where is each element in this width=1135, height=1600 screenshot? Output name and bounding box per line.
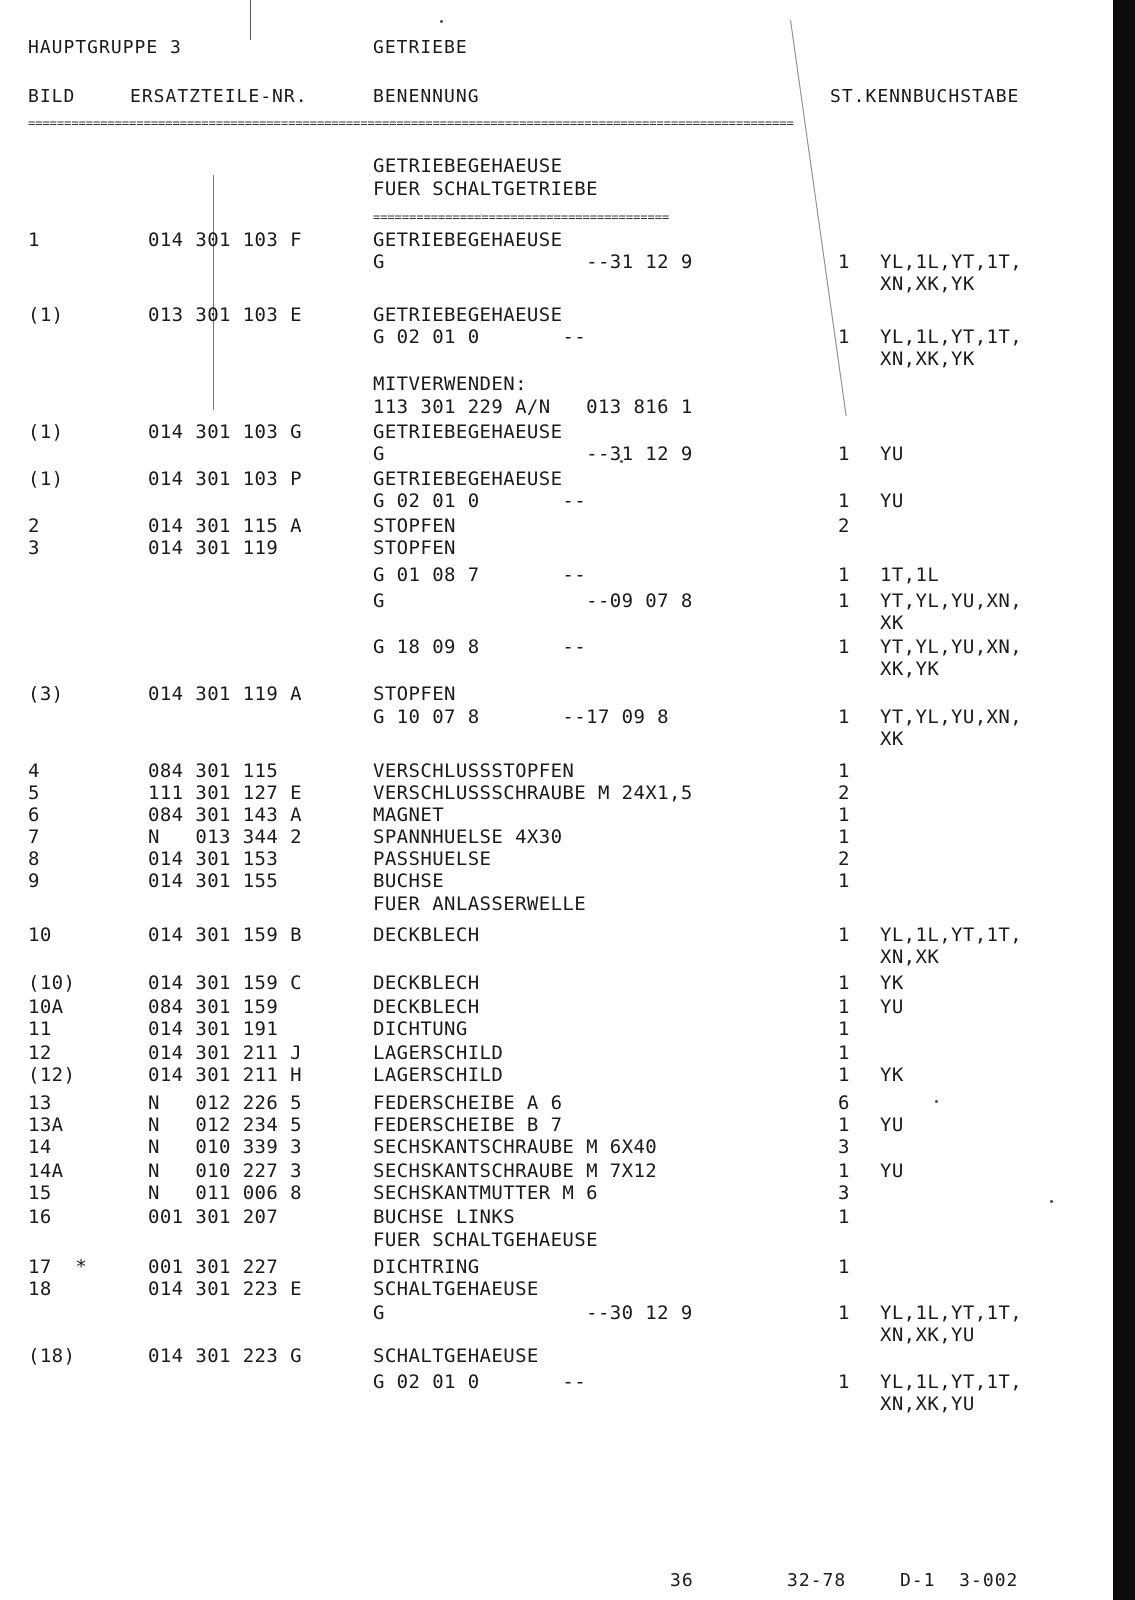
row-figure-number: 6 [28,804,40,826]
scan-speck [440,20,443,23]
row-description: SPANNHUELSE 4X30 [373,826,563,848]
row-description: LAGERSCHILD [373,1064,504,1086]
column-header-bild: BILD [28,86,76,107]
row-model-codes: YL,1L,YT,1T, [880,924,1023,946]
row-figure-number: 16 [28,1206,52,1228]
scan-scratch-line [250,0,251,40]
scan-speck [935,1100,938,1103]
group-name: GETRIEBE [373,37,468,58]
row-part-number: 014 301 103 G [148,421,302,443]
row-quantity: 3 [838,1182,850,1204]
row-figure-number: 13 [28,1092,52,1114]
row-figure-number: (10) [28,972,76,994]
row-quantity: 6 [838,1092,850,1114]
row-figure-number: 14 [28,1136,52,1158]
row-description: STOPFEN [373,515,456,537]
row-quantity: 1 [838,443,850,465]
date-code: 32-78 [787,1570,847,1591]
row-figure-number: 12 [28,1042,52,1064]
row-description: STOPFEN [373,537,456,559]
row-description: FEDERSCHEIBE A 6 [373,1092,563,1114]
row-description: MAGNET [373,804,445,826]
row-description: SECHSKANTSCHRAUBE M 6X40 [373,1136,658,1158]
row-quantity: 1 [838,1206,850,1228]
row-description: DICHTRING [373,1256,480,1278]
row-description: G --31 12 9 [373,251,693,273]
row-part-number: 014 301 153 [148,848,279,870]
row-figure-number: 2 [28,515,40,537]
row-part-number: 084 301 115 [148,760,279,782]
row-description: G 01 08 7 -- [373,564,587,586]
row-quantity: 1 [838,706,850,728]
row-figure-number: 18 [28,1278,52,1300]
row-part-number: 014 301 103 P [148,468,302,490]
row-model-codes: YU [880,443,904,465]
scan-speck [1050,1200,1053,1203]
row-quantity: 1 [838,1256,850,1278]
row-part-number: N 012 234 5 [148,1114,302,1136]
row-figure-number: 4 [28,760,40,782]
row-figure-number: 3 [28,537,40,559]
row-figure-number: (1) [28,421,64,443]
row-part-number: N 013 344 2 [148,826,302,848]
row-description: G 10 07 8 --17 09 8 [373,706,669,728]
row-description: SECHSKANTSCHRAUBE M 7X12 [373,1160,658,1182]
row-model-codes: XN,XK,YU [880,1393,975,1415]
row-description: GETRIEBEGEHAEUSE [373,468,563,490]
row-figure-number: 11 [28,1018,52,1040]
row-description: BUCHSE LINKS [373,1206,516,1228]
row-part-number: 084 301 143 A [148,804,302,826]
row-quantity: 1 [838,590,850,612]
row-figure-number: 15 [28,1182,52,1204]
row-quantity: 1 [838,564,850,586]
row-description: MITVERWENDEN: [373,373,527,395]
row-quantity: 1 [838,1371,850,1393]
row-model-codes: YU [880,490,904,512]
row-model-codes: XN,XK,YU [880,1324,975,1346]
section-title: GETRIEBEGEHAEUSE [373,155,563,177]
row-figure-number: 7 [28,826,40,848]
row-figure-number: 8 [28,848,40,870]
row-quantity: 1 [838,996,850,1018]
column-header-desc: BENENNUNG [373,86,480,107]
row-model-codes: YU [880,1160,904,1182]
row-quantity: 1 [838,1064,850,1086]
row-part-number: 001 301 207 [148,1206,279,1228]
row-quantity: 1 [838,972,850,994]
row-part-number: 014 301 103 F [148,229,302,251]
row-quantity: 2 [838,515,850,537]
column-header-qty: ST.KENNBUCHSTABE [830,86,1020,107]
row-quantity: 1 [838,1160,850,1182]
row-figure-number: 17 * [28,1256,88,1278]
row-part-number: 014 301 119 [148,537,279,559]
row-quantity: 1 [838,924,850,946]
row-description: STOPFEN [373,683,456,705]
row-model-codes: YT,YL,YU,XN, [880,636,1023,658]
row-model-codes: YT,YL,YU,XN, [880,706,1023,728]
row-model-codes: YL,1L,YT,1T, [880,1371,1023,1393]
header-rule: ========================================================================================================== [28,116,794,130]
section-subtitle: FUER SCHALTGETRIEBE [373,178,598,200]
row-part-number: 014 301 211 J [148,1042,302,1064]
row-model-codes: XN,XK,YK [880,273,975,295]
row-quantity: 1 [838,760,850,782]
row-quantity: 1 [838,326,850,348]
row-quantity: 1 [838,636,850,658]
row-model-codes: XK [880,728,904,750]
row-quantity: 1 [838,826,850,848]
row-part-number: 014 301 119 A [148,683,302,705]
row-quantity: 3 [838,1136,850,1158]
row-figure-number: 5 [28,782,40,804]
row-description: SECHSKANTMUTTER M 6 [373,1182,598,1204]
row-quantity: 1 [838,804,850,826]
row-description: G 02 01 0 -- [373,490,587,512]
row-description: SCHALTGEHAEUSE [373,1345,539,1367]
row-part-number: 013 301 103 E [148,304,302,326]
row-description: VERSCHLUSSSTOPFEN [373,760,575,782]
row-part-number: N 011 006 8 [148,1182,302,1204]
row-model-codes: XK,YK [880,658,940,680]
row-quantity: 1 [838,1114,850,1136]
row-quantity: 1 [838,870,850,892]
row-part-number: 111 301 127 E [148,782,302,804]
row-model-codes: YU [880,1114,904,1136]
row-model-codes: XN,XK,YK [880,348,975,370]
row-description: BUCHSE [373,870,445,892]
row-quantity: 1 [838,251,850,273]
row-description: FEDERSCHEIBE B 7 [373,1114,563,1136]
row-part-number: 014 301 159 C [148,972,302,994]
section-rule: ========================================= [373,210,670,224]
row-description: GETRIEBEGEHAEUSE [373,229,563,251]
row-quantity: 1 [838,1042,850,1064]
row-description: G --09 07 8 [373,590,693,612]
row-part-number: 014 301 191 [148,1018,279,1040]
row-part-number: 014 301 211 H [148,1064,302,1086]
row-description: G --31 12 9 [373,443,693,465]
row-description: G 02 01 0 -- [373,326,587,348]
row-figure-number: (18) [28,1345,76,1367]
row-part-number: N 012 226 5 [148,1092,302,1114]
row-figure-number: 1 [28,229,40,251]
row-description: SCHALTGEHAEUSE [373,1278,539,1300]
row-figure-number: (3) [28,683,64,705]
row-quantity: 2 [838,848,850,870]
row-part-number: 014 301 159 B [148,924,302,946]
row-part-number: 014 301 155 [148,870,279,892]
page-number: 36 [670,1570,694,1591]
row-figure-number: 13A [28,1114,64,1136]
row-figure-number: (1) [28,304,64,326]
row-model-codes: YT,YL,YU,XN, [880,590,1023,612]
row-quantity: 1 [838,490,850,512]
row-description: DECKBLECH [373,924,480,946]
row-description: VERSCHLUSSSCHRAUBE M 24X1,5 [373,782,693,804]
row-quantity: 1 [838,1018,850,1040]
row-quantity: 2 [838,782,850,804]
row-part-number: 014 301 223 E [148,1278,302,1300]
row-description: FUER ANLASSERWELLE [373,893,587,915]
row-part-number: N 010 339 3 [148,1136,302,1158]
row-figure-number: (1) [28,468,64,490]
document-code: D-1 3-002 [900,1570,1019,1591]
row-description: GETRIEBEGEHAEUSE [373,304,563,326]
row-part-number: 014 301 223 G [148,1345,302,1367]
row-figure-number: 14A [28,1160,64,1182]
row-figure-number: 10 [28,924,52,946]
row-description: G 02 01 0 -- [373,1371,587,1393]
row-model-codes: XK [880,612,904,634]
row-model-codes: YK [880,1064,904,1086]
column-header-partno: ERSATZTEILE-NR. [130,86,308,107]
row-model-codes: XN,XK [880,946,940,968]
row-part-number: 084 301 159 [148,996,279,1018]
row-description: G 18 09 8 -- [373,636,587,658]
row-description: DICHTUNG [373,1018,468,1040]
row-part-number: N 010 227 3 [148,1160,302,1182]
group-label: HAUPTGRUPPE 3 [28,37,182,58]
scan-scratch-line [790,20,847,416]
row-model-codes: YL,1L,YT,1T, [880,326,1023,348]
row-description: PASSHUELSE [373,848,492,870]
row-description: FUER SCHALTGEHAEUSE [373,1229,598,1251]
row-description: DECKBLECH [373,996,480,1018]
row-description: G --30 12 9 [373,1302,693,1324]
scan-scratch-line [213,175,214,410]
row-description: 113 301 229 A/N 013 816 1 [373,396,693,418]
row-figure-number: 10A [28,996,64,1018]
row-quantity: 1 [838,1302,850,1324]
scan-edge-shadow [1113,0,1135,1600]
row-description: LAGERSCHILD [373,1042,504,1064]
row-description: GETRIEBEGEHAEUSE [373,421,563,443]
row-model-codes: YL,1L,YT,1T, [880,251,1023,273]
row-part-number: 001 301 227 [148,1256,279,1278]
row-description: DECKBLECH [373,972,480,994]
row-model-codes: YU [880,996,904,1018]
row-figure-number: 9 [28,870,40,892]
row-part-number: 014 301 115 A [148,515,302,537]
row-model-codes: YL,1L,YT,1T, [880,1302,1023,1324]
row-model-codes: 1T,1L [880,564,940,586]
row-model-codes: YK [880,972,904,994]
row-figure-number: (12) [28,1064,76,1086]
